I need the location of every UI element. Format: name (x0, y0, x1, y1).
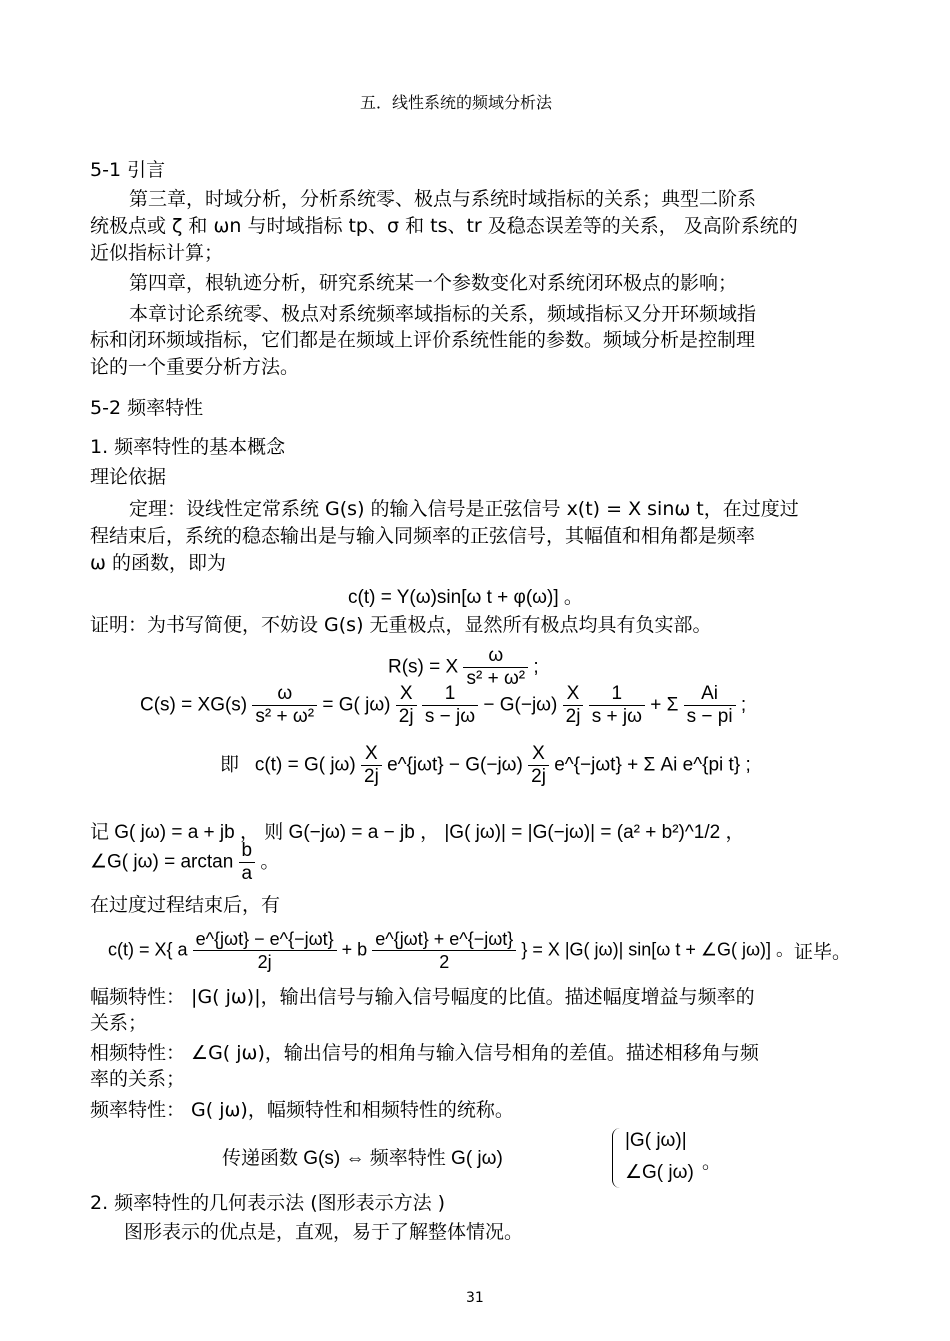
paragraph-line: 定理：设线性定常系统 G(s) 的输入信号是正弦信号 x(t) = X sinω t，在过度过 (129, 498, 799, 520)
denominator: 2j (398, 706, 414, 727)
qed: 证毕。 (794, 941, 852, 963)
eq-end: 。 (702, 1152, 722, 1173)
eq-text: e^{jωt} (387, 754, 444, 776)
eq-text: R(s) = X (388, 656, 459, 678)
eq-text: − G(−jω) (483, 694, 558, 716)
paragraph-line: 证明：为书写简便，不妨设 G(s) 无重极点，显然所有极点均具有负实部。 (90, 614, 712, 636)
eq-text: − G(−jω) (448, 754, 523, 776)
numerator: X (361, 743, 382, 766)
equation-transfer (222, 1143, 503, 1170)
page-number: 31 (466, 1290, 484, 1306)
numerator: 1 (589, 683, 645, 706)
section-heading-5-2: 5-2 频率特性 (90, 397, 204, 419)
fraction (372, 928, 516, 973)
numerator: X (396, 683, 417, 706)
numerator: b (239, 840, 256, 863)
equation-c-t: c(t) = Y(ω)sin[ω t + φ(ω)] 。 (348, 587, 583, 608)
denominator: 2j (257, 952, 272, 972)
equation-final (108, 928, 794, 973)
eq-text: e^{−jωt} (554, 754, 622, 776)
eq-text: 传递函数 G(s) ⇔ 频率特性 G( jω) (222, 1148, 503, 1169)
paragraph-line: 标和闭环频域指标，它们都是在频域上评价系统性能的参数。频域分析是控制理 (90, 329, 756, 351)
numerator: e^{jωt} + e^{−jωt} (372, 928, 516, 951)
note-line: 记 G( jω) = a + jb ， 则 G(−jω) = a − jb ， |G( jω)| = |G(−jω)| = (a² + b²)^1/2 ， (90, 822, 745, 843)
eq-text: c(t) = G( jω) (254, 754, 356, 776)
denominator: 2j (565, 706, 581, 727)
equation-c-t-expanded (220, 743, 751, 788)
eq-text: ∠G( jω) = arctan (90, 851, 234, 873)
paragraph-line: 频率特性： G( jω)，幅频特性和相频特性的统称。 (90, 1099, 514, 1121)
paragraph-line: 近似指标计算； (90, 242, 224, 264)
denominator: s² + ω² (466, 668, 526, 689)
eq-text: c(t) = X{ a (108, 939, 188, 960)
eq-text: = G( jω) (322, 694, 391, 716)
denominator: s − jω (424, 706, 476, 727)
denominator: s + jω (591, 706, 642, 727)
paragraph-line: 关系； (90, 1012, 148, 1034)
equation-C-s (140, 683, 746, 728)
fraction (589, 683, 645, 728)
paragraph-line: ω 的函数，即为 (90, 552, 226, 574)
fraction (252, 683, 317, 728)
eq-text: + Σ Ai e^{pi t} ; (627, 754, 751, 776)
numerator: X (563, 683, 584, 706)
denominator: 2 (439, 952, 450, 972)
subsection-heading: 2. 频率特性的几何表示法 (图形表示方法 ) (90, 1192, 446, 1214)
brace (612, 1128, 623, 1188)
numerator: X (528, 743, 549, 766)
paragraph-line: 相频特性： ∠G( jω)，输出信号的相角与输入信号相角的差值。描述相移角与频 (90, 1042, 759, 1064)
eq-text: } = X |G( jω)| sin[ω t + ∠G( jω)] 。 (521, 939, 795, 960)
denominator: s² + ω² (255, 706, 315, 727)
numerator: ω (463, 645, 528, 668)
fraction (422, 683, 478, 728)
eq-text: ; (740, 694, 747, 716)
paragraph-line: 统极点或 ζ 和 ωn 与时域指标 tp、σ 和 ts、tr 及稳态误差等的关系， 及高阶系统的 (90, 215, 798, 237)
subsection-heading: 1. 频率特性的基本概念 (90, 436, 286, 458)
fraction (396, 683, 417, 728)
paragraph-line: 理论依据 (90, 466, 167, 488)
paragraph-line: 在过度过程结束后，有 (90, 894, 281, 916)
paragraph-line: 第四章，根轨迹分析，研究系统某一个参数变化对系统闭环极点的影响； (129, 272, 738, 294)
fraction (361, 743, 382, 788)
eq-text: 。 (260, 851, 280, 873)
paragraph-line: 率的关系； (90, 1068, 186, 1090)
numerator: e^{jωt} − e^{−jωt} (193, 928, 337, 951)
section-heading-5-1: 5-1 引言 (90, 159, 166, 181)
denominator: 2j (364, 766, 379, 787)
numerator: Ai (684, 683, 736, 706)
denominator: a (241, 863, 253, 884)
paragraph-line: 论的一个重要分析方法。 (90, 356, 300, 378)
fraction (528, 743, 549, 788)
fraction (563, 683, 584, 728)
paragraph-line: 本章讨论系统零、极点对系统频率域指标的关系，频域指标又分开环频域指 (129, 303, 757, 325)
paragraph-line: 程结束后，系统的稳态输出是与输入同频率的正弦信号，其幅值和相角都是频率 (90, 525, 756, 547)
eq-text: + Σ (650, 694, 679, 716)
fraction (193, 928, 337, 973)
fraction (684, 683, 736, 728)
eq-text: + b (341, 939, 368, 960)
paragraph-line: 第三章，时域分析，分析系统零、极点与系统时域指标的关系；典型二阶系 (129, 188, 757, 210)
denominator: s − pi (686, 706, 733, 727)
paragraph-line: 图形表示的优点是，直观，易于了解整体情况。 (124, 1221, 524, 1243)
eq-label: 即 (220, 754, 240, 776)
numerator: 1 (422, 683, 478, 706)
paragraph-line: 幅频特性： |G( jω)|，输出信号与输入信号幅度的比值。描述幅度增益与频率的 (90, 986, 755, 1008)
equation-angle (90, 840, 279, 885)
denominator: 2j (531, 766, 546, 787)
eq-text: C(s) = XG(s) (140, 694, 248, 716)
fraction (239, 840, 256, 885)
brace-line-1: |G( jω)| (625, 1130, 687, 1151)
brace-line-2: ∠G( jω) (625, 1162, 694, 1183)
page-title: 五．线性系统的频域分析法 (360, 93, 553, 112)
numerator: ω (252, 683, 317, 706)
eq-text: ; (533, 656, 539, 678)
